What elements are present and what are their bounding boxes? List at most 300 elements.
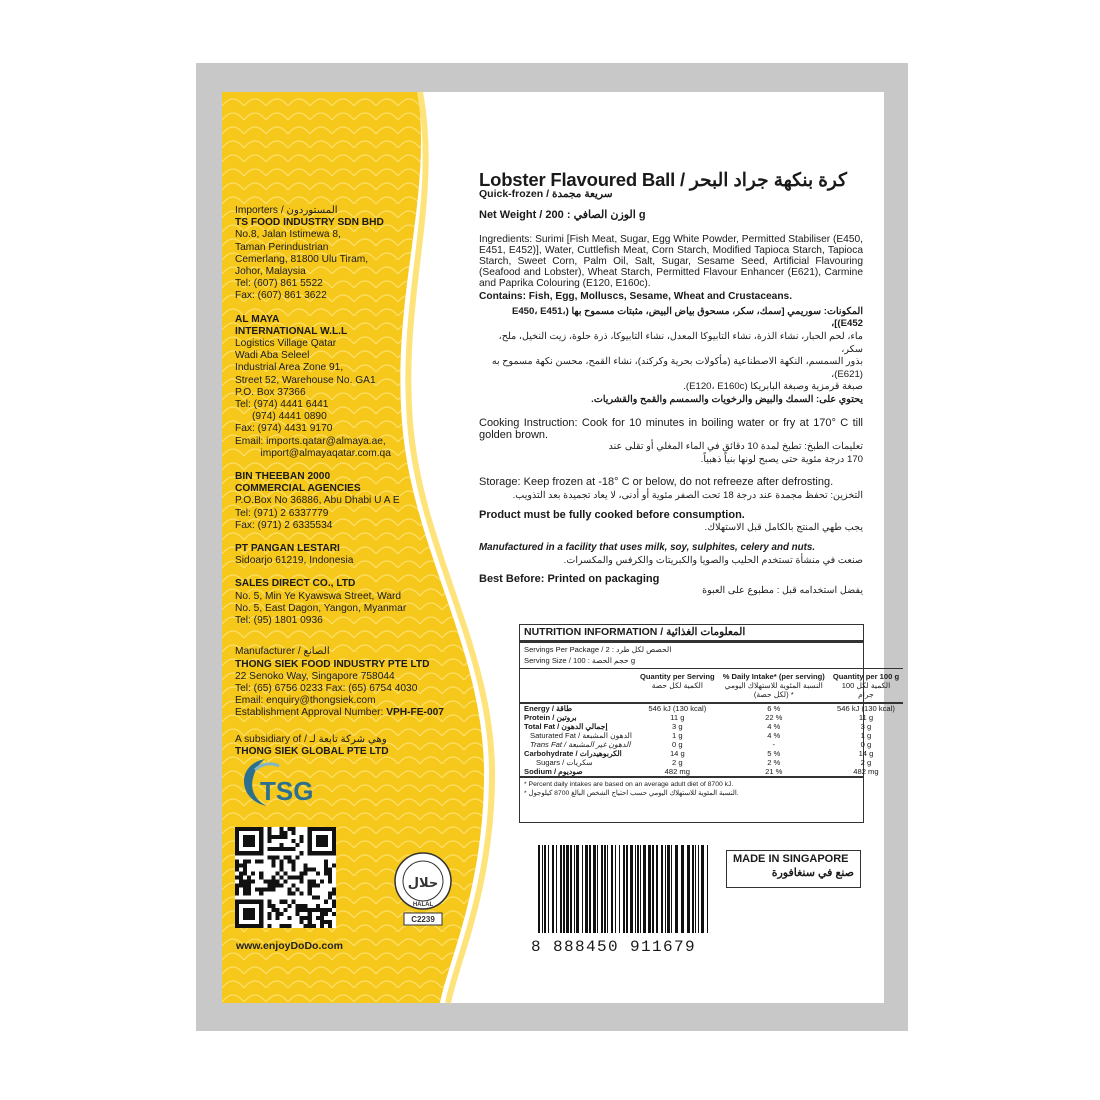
qr-module [279, 900, 283, 904]
qr-module [288, 892, 292, 896]
qr-module [308, 908, 312, 912]
qr-module [271, 863, 275, 867]
allergen-facility-en: Manufactured in a facility that uses milk, soy, sulphites, celery and nuts. [479, 542, 816, 554]
nutrition-header: NUTRITION INFORMATION / المعلومات الغذائية [520, 625, 863, 643]
ingredients-ar-line: بذور السمسم، النكهة الاصطناعية (مأكولات بحرية وكركند)، نشاء القمح، محسن نكهة مسموح به (E621)، [491, 356, 863, 380]
phone-line: Tel: (65) 6756 0233 Fax: (65) 6754 4030 [235, 682, 418, 694]
qr-module [267, 835, 271, 839]
qr-module [288, 859, 292, 863]
qr-module [279, 867, 283, 871]
qr-module [316, 884, 320, 888]
qr-module [243, 835, 255, 847]
per-serving-value: 11 g [670, 713, 685, 722]
qr-module [308, 916, 312, 920]
barcode-bar [665, 845, 666, 933]
importer-sales-direct [235, 578, 435, 627]
importer-al-maya [235, 314, 435, 460]
qr-module [275, 847, 279, 851]
daily-intake-value: 4 % [767, 731, 781, 740]
qr-module [283, 900, 287, 904]
qr-module [296, 843, 300, 847]
qr-module [267, 888, 271, 892]
importers-column [235, 205, 444, 769]
ingredients-ar [479, 306, 863, 407]
approval-label: Establishment Approval Number: [235, 707, 384, 719]
qr-module [300, 916, 304, 920]
qr-module [316, 904, 320, 908]
qr-module [267, 880, 271, 884]
qr-module [316, 916, 320, 920]
qr-module [271, 884, 275, 888]
importers-label: Importers / المستوردون [235, 205, 338, 216]
qr-module [239, 884, 243, 888]
qr-module [279, 859, 283, 863]
qr-module [312, 880, 316, 884]
qr-module [328, 920, 332, 924]
qr-module [292, 884, 296, 888]
company-name: SALES DIRECT CO., LTD [235, 578, 356, 590]
barcode-bar [661, 845, 663, 933]
subsidiary-label: A subsidiary of / وهي شركة تابعة لـ [235, 733, 387, 745]
barcode-bar [681, 845, 684, 933]
barcode-bar [635, 845, 636, 933]
qr-module [267, 912, 271, 916]
barcode-bar [652, 845, 654, 933]
phone-line: Tel: (971) 2 6337779 [235, 507, 329, 519]
col-per-100g: Quantity per 100 g [832, 672, 900, 681]
ingredients-ar-line: صبغة قرمزية وصبغة البابريكا (E120، E160c). [683, 381, 863, 393]
qr-module [275, 884, 279, 888]
nutrition-row-sugars [520, 758, 903, 767]
approval-number: VPH-FE-007 [386, 707, 444, 719]
qr-module [283, 871, 287, 875]
per-100g-value: 11 g [858, 713, 874, 722]
qr-module [239, 875, 243, 879]
nutrient-name: Total Fat / إجمالي الدهون [524, 722, 608, 731]
importer-ts-food [235, 217, 435, 302]
barcode-bar [656, 845, 658, 933]
barcode-bar [611, 845, 613, 933]
qr-module [332, 892, 336, 896]
qr-module [328, 892, 332, 896]
qr-module [292, 867, 296, 871]
daily-intake-value: 2 % [767, 758, 781, 767]
qr-module [304, 908, 308, 912]
nutrient-name: Sugars / سكريات [536, 758, 593, 767]
footnote-ar: * النسبة المئوية للاستهلاك اليومي حسب احتياج الشخص البالغ 8700 كيلوجول. [524, 789, 739, 797]
qr-module [267, 855, 271, 859]
qr-module [300, 875, 304, 879]
address-line: Street 52, Warehouse No. GA1 [235, 374, 376, 386]
cooking-ar-line: تعليمات الطبخ: تطبخ لمدة 10 دقائق في الماء المغلي أو تقلى عند [608, 441, 863, 453]
qr-module [300, 904, 304, 908]
qr-module [288, 847, 292, 851]
qr-module [263, 888, 267, 892]
footnote-en: * Percent daily intakes are based on an average adult diet of 8700 kJ. [524, 781, 734, 788]
barcode-bar [538, 845, 540, 933]
qr-module [300, 880, 304, 884]
qr-module [324, 863, 328, 867]
allergen-facility-ar: صنعت في منشأة تستخدم الحليب والصويا والكبريتات والكرفس والمكسرات. [563, 555, 863, 567]
barcode-bar [570, 845, 572, 933]
qr-module [292, 831, 296, 835]
qr-module [328, 867, 332, 871]
daily-intake-value: 4 % [767, 722, 781, 731]
qr-module [239, 880, 243, 884]
qr-module [271, 904, 275, 908]
net-weight [479, 209, 863, 221]
col-per-serving: Quantity per Serving [639, 672, 715, 681]
made-in-ar: صنع في سنغافورة [771, 867, 854, 879]
qr-module [312, 924, 316, 928]
qr-module [279, 924, 283, 928]
qr-module [235, 875, 239, 879]
qr-module [243, 880, 247, 884]
barcode-bar [560, 845, 562, 933]
barcode-bar [597, 845, 598, 933]
qr-module [304, 924, 308, 928]
qr-module [271, 908, 275, 912]
qr-module [292, 900, 296, 904]
col-per-100g-ar: الكمية لكل 100 جرام [841, 681, 891, 699]
barcode-bar [593, 845, 596, 933]
daily-intake-value: 5 % [767, 749, 781, 758]
qr-module [283, 835, 287, 839]
barcode-bar [695, 845, 696, 933]
qr-module [271, 888, 275, 892]
qr-module [279, 827, 283, 831]
cooking-instruction-ar [479, 441, 863, 466]
qr-module [300, 835, 304, 839]
nutrient-name: Saturated Fat / الدهون المشبعة [530, 731, 632, 740]
qr-module [328, 908, 332, 912]
qr-module [243, 859, 247, 863]
barcode-bar [707, 845, 708, 933]
qr-module [320, 920, 324, 924]
barcode-bar [675, 845, 678, 933]
daily-intake-value: 6 % [767, 704, 781, 713]
qr-module [332, 888, 336, 892]
nutrient-name: Trans Fat / الدهون غير المشبعة [530, 740, 631, 749]
qr-module [328, 896, 332, 900]
fax-line: Fax: (974) 4431 9170 [235, 423, 333, 435]
qr-module [275, 835, 279, 839]
company-name: PT PANGAN LESTARI [235, 543, 340, 555]
qr-module [239, 863, 243, 867]
qr-module [312, 908, 316, 912]
qr-module [320, 924, 324, 928]
qr-module [324, 912, 328, 916]
qr-module [235, 892, 239, 896]
qr-module [316, 871, 320, 875]
daily-intake-value: 22 % [765, 713, 783, 722]
barcode-bar [626, 845, 628, 933]
qr-module [247, 884, 251, 888]
qr-module [288, 904, 292, 908]
nutrition-panel [519, 624, 900, 823]
qr-module [324, 908, 328, 912]
qr-module [243, 867, 247, 871]
qr-module [320, 916, 324, 920]
qr-module [304, 916, 308, 920]
qr-module [267, 900, 271, 904]
subsidiary-block [235, 734, 435, 758]
qr-module [271, 835, 275, 839]
nutrition-table [520, 668, 903, 776]
nutrition-footnote [520, 776, 863, 801]
qr-module [271, 859, 275, 863]
per-serving-value: 546 kJ (130 kcal) [648, 704, 707, 713]
package-back-label [222, 92, 900, 1003]
nutrition-row-saturated-fat [520, 731, 903, 740]
qr-module [296, 888, 300, 892]
qr-module [255, 859, 259, 863]
qr-module [283, 908, 287, 912]
address-line: Cemerlang, 81800 Ulu Tiram, [235, 253, 369, 265]
nutrition-row-energy [520, 703, 903, 713]
qr-module [288, 924, 292, 928]
net-weight-label: Net Weight / الوزن الصافي [479, 209, 636, 222]
address-line: Taman Perindustrian [235, 241, 329, 253]
qr-module [235, 888, 239, 892]
qr-module [283, 847, 287, 851]
nutrition-row-protein [520, 713, 903, 722]
qr-module [332, 863, 336, 867]
qr-module [247, 888, 251, 892]
nutrient-name: Carbohydrate / الكربوهيدرات [524, 749, 622, 758]
address-line: Logistics Village Qatar [235, 338, 337, 350]
barcode-bar [648, 845, 651, 933]
qr-module [283, 855, 287, 859]
phone-line: (974) 4441 0890 [235, 411, 327, 423]
storage-en: Storage: Keep frozen at -18° C or below, do not refreeze after defrosting. [479, 475, 834, 488]
address-line: P.O. Box 37366 [235, 386, 306, 398]
qr-module [288, 855, 292, 859]
servings-per-package: Servings Per Package / الحصص لكل طرد : 2 [524, 645, 672, 654]
qr-module [300, 908, 304, 912]
barcode-bar [667, 845, 670, 933]
barcode-bar [701, 845, 704, 933]
fax-line: Fax: (971) 2 6335534 [235, 519, 333, 531]
qr-module [288, 875, 292, 879]
per-100g-value: 1 g [860, 731, 872, 740]
qr-module [308, 867, 312, 871]
qr-module [271, 847, 275, 851]
company-name: AL MAYA [235, 313, 280, 325]
col-per-serving-ar: الكمية لكل حصة [651, 681, 703, 690]
qr-module [247, 892, 251, 896]
qr-module [304, 871, 308, 875]
barcode-bar [643, 845, 646, 933]
barcode-bar [544, 845, 546, 933]
qr-module [296, 855, 300, 859]
company-name: INTERNATIONAL W.L.L [235, 325, 348, 337]
per-100g-value: 3 g [860, 722, 872, 731]
address-line: No. 5, Min Ye Kyawswa Street, Ward [235, 590, 402, 602]
halal-seal-icon [392, 847, 454, 937]
qr-module [328, 875, 332, 879]
qr-module [324, 867, 328, 871]
phone-line: Tel: (974) 4441 6441 [235, 399, 329, 411]
barcode-bar [615, 845, 616, 933]
qr-module [259, 859, 263, 863]
product-title: Lobster Flavoured Ball / كرة بنكهة جراد البحر [479, 169, 847, 190]
qr-module [235, 859, 239, 863]
qr-module [275, 880, 279, 884]
tsg-logo-icon [235, 756, 335, 808]
nutrition-column-headers [520, 669, 903, 704]
qr-module [247, 875, 251, 879]
qr-module [247, 880, 251, 884]
made-in-singapore-box [726, 850, 861, 888]
halal-ring-text: HALAL [412, 902, 434, 908]
per-serving-value: 3 g [672, 722, 683, 731]
qr-module [288, 916, 292, 920]
qr-module [308, 884, 312, 888]
col-daily-intake: % Daily Intake* (per serving) [722, 672, 825, 681]
daily-intake-value: 21 % [765, 767, 783, 776]
nutrient-name: Protein / بروتين [524, 713, 577, 722]
contains-ar: يحتوي على: السمك والبيض والرخويات والسمسم والقمح والقشريات. [591, 393, 863, 405]
qr-module [243, 884, 247, 888]
serving-size: Serving Size / حجم الحصة : 100 g [524, 656, 636, 665]
address-line: P.O.Box No 36886, Abu Dhabi U A E [235, 495, 400, 507]
qr-module [267, 827, 271, 831]
daily-intake-value: - [772, 740, 776, 749]
qr-module [308, 880, 312, 884]
importer-bin-theeban [235, 471, 435, 532]
qr-module [259, 871, 263, 875]
barcode-bar [623, 845, 625, 933]
qr-module [324, 920, 328, 924]
cooking-instruction-en: Cooking Instruction: Cook for 10 minutes in boiling water or fry at 170° C till golden brown. [479, 416, 863, 441]
qr-module [308, 912, 312, 916]
qr-module [235, 867, 239, 871]
qr-module [267, 916, 271, 920]
qr-module [304, 867, 308, 871]
qr-module [279, 884, 283, 888]
qr-module [275, 871, 279, 875]
company-name: BIN THEEBAN 2000 [235, 471, 331, 483]
cook-warning-ar: يجب طهي المنتج بالكامل قبل الاستهلاك. [704, 521, 863, 533]
barcode-bar [698, 845, 699, 933]
qr-module [332, 912, 336, 916]
qr-module [251, 871, 255, 875]
qr-module [296, 912, 300, 916]
qr-module [259, 892, 263, 896]
qr-module [279, 835, 283, 839]
barcode-bar [601, 845, 603, 933]
halal-arabic-word: حلال [407, 876, 439, 891]
per-serving-value: 2 g [672, 758, 683, 767]
address-line: No.8, Jalan Istimewa 8, [235, 229, 341, 241]
ingredients-en: Ingredients: Surimi [Fish Meat, Sugar, Egg White Powder, Permitted Stabiliser (E450, E451, E452)], Water, Cuttlefish Meat, Corn Starch, Modified Tapioca Starch, Tapioca Starch, Sweet Corn, Palm Oil, Salt, Sugar, Sesame Seed, Artificial Flavouring (Seafood and Lobster), Wheat Starch, Permitted Flavour Enhancer (E621), Carmine and Paprika Colouring (E120, E160c). [479, 233, 863, 290]
qr-module [275, 855, 279, 859]
qr-module [279, 912, 283, 916]
barcode-bar [542, 845, 543, 933]
approval-line [235, 707, 444, 719]
qr-module [267, 839, 271, 843]
website-url: www.enjoyDoDo.com [236, 940, 343, 952]
product-info-column [479, 169, 863, 598]
qr-module [251, 880, 255, 884]
qr-module [328, 871, 332, 875]
qr-module [304, 904, 308, 908]
col-daily-intake-ar: النسبة المئوية للاستهلاك اليومي * (لكل حصة) [724, 681, 823, 699]
per-serving-value: 482 mg [664, 767, 690, 776]
per-serving-value: 1 g [672, 731, 683, 740]
best-before-en: Best Before: Printed on packaging [479, 572, 660, 585]
nutrient-name: Energy / طاقة [524, 704, 573, 713]
nutrition-row-total-fat [520, 722, 903, 731]
barcode-bar [630, 845, 633, 933]
qr-module [263, 880, 267, 884]
manufacturer-label: Manufacturer / الصانع [235, 646, 330, 658]
qr-module [320, 908, 324, 912]
qr-module [292, 875, 296, 879]
qr-module [312, 867, 316, 871]
qr-module [267, 904, 271, 908]
qr-module [292, 892, 296, 896]
phone-line: Tel: (607) 861 5522 [235, 278, 323, 290]
best-before-ar: يفضل استخدامه قبل : مطبوع على العبوة [702, 585, 863, 597]
qr-module [324, 900, 328, 904]
company-name: TS FOOD INDUSTRY SDN BHD [235, 217, 384, 229]
nutrition-row-trans-fat [520, 740, 903, 749]
qr-module [243, 888, 247, 892]
qr-module [267, 924, 271, 928]
qr-module [283, 880, 287, 884]
qr-module [312, 896, 316, 900]
barcode-bar [671, 845, 672, 933]
barcode-bar [604, 845, 606, 933]
qr-module [243, 908, 255, 920]
qr-module [267, 831, 271, 835]
qr-module [300, 871, 304, 875]
per-100g-value: 14 g [858, 749, 874, 758]
barcode-bar [563, 845, 565, 933]
qr-module [288, 888, 292, 892]
qr-module [259, 875, 263, 879]
qr-module [300, 892, 304, 896]
cook-warning-en: Product must be fully cooked before consumption. [479, 509, 745, 522]
ingredients-ar-line: ماء، لحم الحبار، نشاء الذرة، نشاء التابيوكا المعدل، نشاء التابيوكا، ذرة حلوة، زيت النخيل، ملح، سكر، [498, 331, 863, 355]
qr-module [308, 888, 312, 892]
email-line: import@almayaqatar.com.qa [235, 447, 391, 459]
qr-module [292, 863, 296, 867]
fax-line: Fax: (607) 861 3622 [235, 290, 327, 302]
qr-module [324, 871, 328, 875]
qr-module [259, 888, 263, 892]
qr-module [292, 827, 296, 831]
qr-module [300, 920, 304, 924]
qr-module [300, 839, 304, 843]
barcode-bar [637, 845, 639, 933]
qr-module [292, 847, 296, 851]
qr-module [239, 871, 243, 875]
barcode-bar [585, 845, 588, 933]
subsidiary-name: THONG SIEK GLOBAL PTE LTD [235, 745, 389, 757]
address-line: Sidoarjo 61219, Indonesia [235, 555, 354, 567]
qr-module [308, 892, 312, 896]
barcode-bar [640, 845, 641, 933]
qr-module [292, 839, 296, 843]
barcode-bar [556, 845, 557, 933]
barcode-bar [692, 845, 694, 933]
company-name: COMMERCIAL AGENCIES [235, 483, 361, 495]
qr-module [283, 924, 287, 928]
qr-module [312, 884, 316, 888]
